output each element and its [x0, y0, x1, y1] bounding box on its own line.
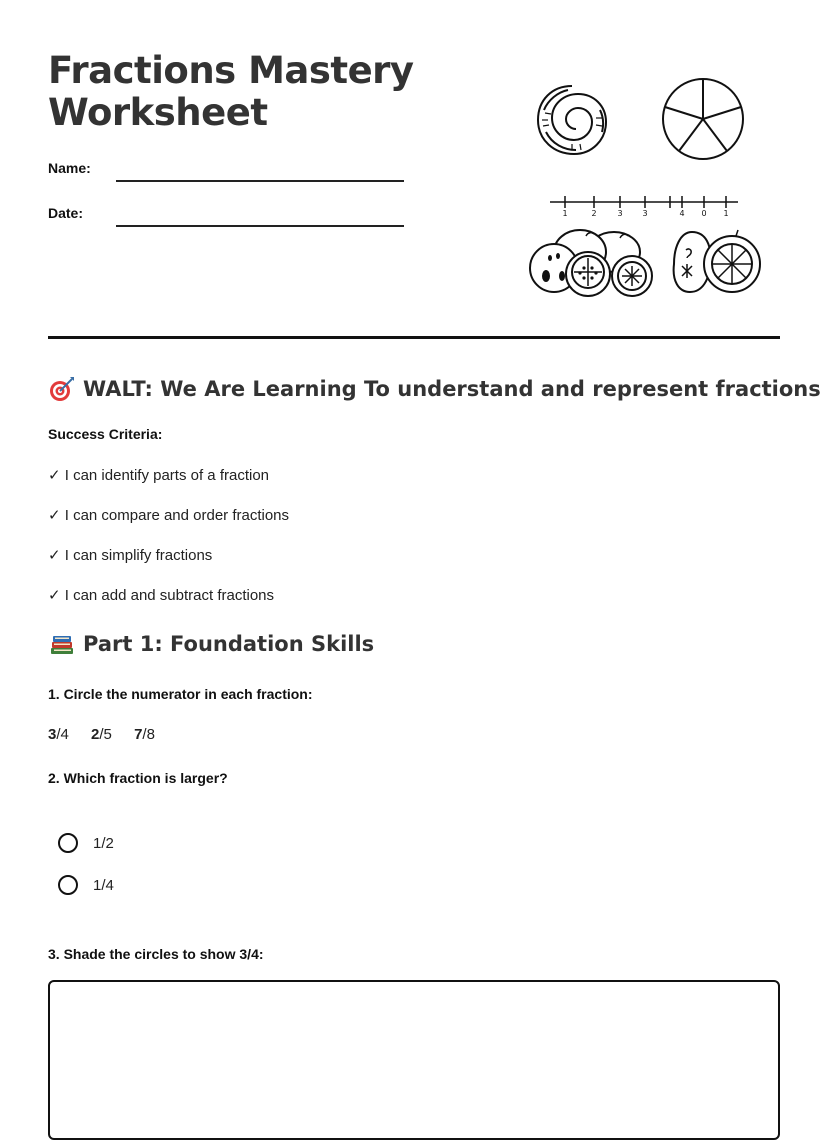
- target-icon: [48, 375, 76, 403]
- fraction-list: [48, 726, 173, 743]
- option-quarter[interactable]: [58, 875, 114, 895]
- number-line-label: 3: [642, 209, 648, 218]
- title-line-2: Worksheet: [48, 91, 268, 134]
- radio-button[interactable]: [58, 875, 78, 895]
- numerator[interactable]: 7: [134, 726, 143, 743]
- books-icon: [48, 630, 76, 658]
- option-label: 1/4: [93, 876, 114, 894]
- page-title: [48, 50, 414, 134]
- walt-heading: [48, 375, 821, 403]
- date-label: Date:: [48, 205, 84, 221]
- walt-text: WALT: We Are Learning To understand and represent fractions: [83, 377, 821, 401]
- name-field[interactable]: [116, 180, 404, 182]
- option-label: 1/2: [93, 834, 114, 852]
- denominator: /5: [99, 726, 112, 743]
- denominator: /4: [56, 726, 69, 743]
- number-line-label: 0: [701, 209, 707, 218]
- denominator: /8: [142, 726, 155, 743]
- question-3: 3. Shade the circles to show 3/4:: [48, 946, 264, 962]
- fruit-halves-illustration: [528, 228, 656, 298]
- shade-circles-answer-box[interactable]: [48, 980, 780, 1140]
- success-criteria-item: ✓ I can compare and order fractions: [48, 507, 290, 524]
- number-line-label: 1: [723, 209, 729, 218]
- success-criteria-item: ✓ I can add and subtract fractions: [48, 587, 275, 604]
- pie-fifths-illustration: [660, 76, 746, 162]
- fraction-item[interactable]: [91, 726, 112, 743]
- title-line-1: Fractions Mastery: [48, 49, 414, 92]
- question-1: 1. Circle the numerator in each fraction:: [48, 686, 313, 702]
- option-half[interactable]: [58, 833, 114, 853]
- radio-button[interactable]: [58, 833, 78, 853]
- success-criteria-item: ✓ I can identify parts of a fraction: [48, 467, 270, 484]
- part1-heading-text: Part 1: Foundation Skills: [83, 632, 375, 656]
- number-line-label: 4: [679, 209, 685, 218]
- success-criteria-title: Success Criteria:: [48, 426, 163, 442]
- fraction-item[interactable]: [48, 726, 69, 743]
- number-line-label: 3: [617, 209, 623, 218]
- numerator[interactable]: 2: [91, 726, 100, 743]
- question-2: 2. Which fraction is larger?: [48, 770, 228, 786]
- number-line-label: 2: [591, 209, 597, 218]
- number-line-illustration: [548, 192, 740, 218]
- numerator[interactable]: 3: [48, 726, 57, 743]
- success-criteria-item: ✓ I can simplify fractions: [48, 547, 213, 564]
- fruit-slices-illustration: [670, 228, 762, 296]
- name-label: Name:: [48, 160, 91, 176]
- date-field[interactable]: [116, 225, 404, 227]
- number-line-label: 1: [562, 209, 568, 218]
- part1-heading: [48, 630, 374, 658]
- koru-spiral-illustration: [534, 80, 610, 160]
- fraction-item[interactable]: [134, 726, 155, 743]
- header-divider: [48, 336, 780, 339]
